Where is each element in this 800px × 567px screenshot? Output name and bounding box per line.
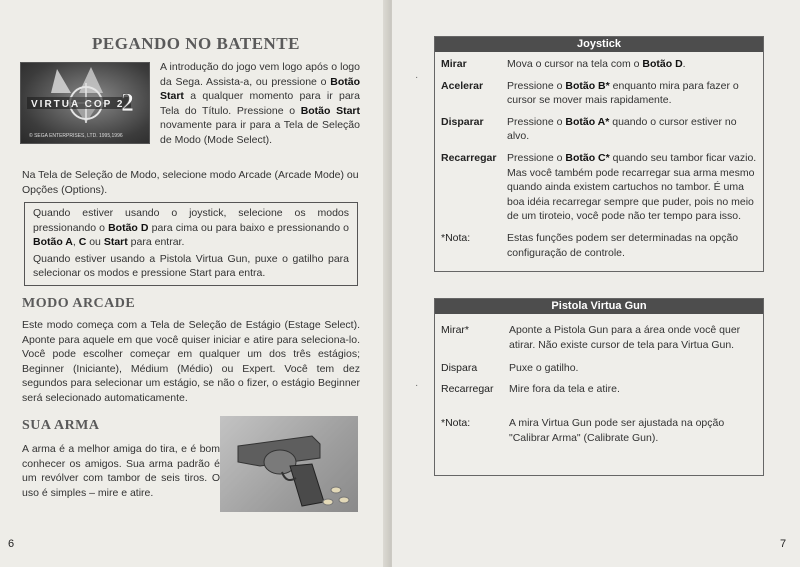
row-label: Recarregar xyxy=(441,151,497,164)
game-logo-image xyxy=(20,62,150,144)
table-row xyxy=(435,231,763,260)
row-description: Mire fora da tela e atire. xyxy=(509,382,620,395)
row-description: Estas funções podem ser determinadas na opção configuração de controle. xyxy=(507,231,739,259)
row-description: Mova o cursor na tela com o Botão D. xyxy=(507,58,686,70)
revolver-icon xyxy=(220,416,358,512)
intro-paragraph: A introdução do jogo vem logo após o logo da Sega. Assista-a, ou pressione o Botão Start a qualquer momento para ir para Tela do Título. Pressione o Botão Start novamente para ir para a Tela de Seleção de Modo (Mode Select). xyxy=(160,61,361,146)
table-row xyxy=(435,323,763,352)
tip-gun-text: Quando estiver usando a Pistola Virtua Gun, puxe o gatilho para selecionar os modos e pressione Start para entra. xyxy=(33,252,349,280)
arcade-paragraph: Este modo começa com a Tela de Seleção de Estágio (Estage Select). Aponte para aquele em que você quiser iniciar e atire para seleciona-lo. Você pode escolher começar em qualquer um dos três estágios; Beginner (Iniciante), Médium (Médio) ou Expert. Você tem dez segundos para selecionar um estágio, se não o fizer, o estágio Beginner será selecionado automaticamente. xyxy=(22,319,360,404)
joystick-controls-table xyxy=(434,36,764,272)
row-label: Acelerar xyxy=(441,79,484,92)
logo-text: VIRTUA COP 2 xyxy=(31,99,125,110)
row-description: Aponte a Pistola Gun para a área onde você quer atirar. Não existe cursor de tela para Virtua Gun. xyxy=(509,324,741,351)
tip-box xyxy=(24,202,358,286)
virtua-gun-controls-table xyxy=(434,298,764,476)
row-label: Mirar* xyxy=(441,324,469,336)
row-description: Pressione o Botão A* quando o cursor estiver no alvo. xyxy=(507,115,737,143)
table-row xyxy=(435,416,763,445)
row-label: Mirar xyxy=(441,58,467,70)
table-row xyxy=(435,79,763,108)
row-label: Recarregar xyxy=(441,382,494,395)
svg-text:2: 2 xyxy=(121,88,134,117)
joystick-table-header: Joystick xyxy=(435,37,763,52)
table-row xyxy=(435,382,763,397)
page-number-right: 7 xyxy=(780,538,787,550)
row-description: Pressione o Botão B* enquanto mira para fazer o cursor se mover mais rapidamente. xyxy=(507,79,739,107)
row-label: *Nota: xyxy=(441,231,471,244)
print-mark: · xyxy=(415,380,419,391)
table-row xyxy=(435,151,763,224)
logo-copyright: © SEGA ENTERPRISES, LTD. 1995,1996 xyxy=(29,133,123,139)
table-row xyxy=(435,361,763,376)
row-description: Puxe o gatilho. xyxy=(509,362,579,375)
section-title-pegando: PEGANDO NO BATENTE xyxy=(92,34,300,53)
right-page xyxy=(392,0,800,567)
arma-paragraph: A arma é a melhor amiga do tira, e é bom conhecer os amigos. Sua arma padrão é um revólver com tambor de seis tiros. O uso é simples – mire e atire. xyxy=(22,443,220,499)
mode-select-paragraph: Na Tela de Seleção de Modo, selecione modo Arcade (Arcade Mode) ou Opções (Options). xyxy=(22,169,359,196)
virtua-cop-logo-icon xyxy=(21,63,150,144)
row-description: Pressione o Botão C* quando seu tambor ficar vazio. Mas você também pode recarregar sua arma mesmo quando ainda existem cartuchos no tambor. É uma boa idéia recarregar sempre que puder, pois no meio de um tiroteio, você pode não ter tempo para isso. xyxy=(507,151,757,223)
table-row xyxy=(435,115,763,144)
revolver-photo xyxy=(220,416,358,512)
section-title-arma: SUA ARMA xyxy=(22,418,100,433)
table-row xyxy=(435,57,763,72)
row-description: A mira Virtua Gun pode ser ajustada na opção "Calibrar Arma" (Calibrate Gun). xyxy=(509,417,725,444)
row-label: Disparar xyxy=(441,115,484,128)
tip-joystick-text: Quando estiver usando o joystick, selecione os modos pressionando o Botão D para cima ou para baixo e pressionando o Botão A, C ou Start para entrar. xyxy=(33,207,350,249)
section-title-arcade: MODO ARCADE xyxy=(22,296,136,311)
print-mark: · xyxy=(415,72,419,83)
gun-table-header: Pistola Virtua Gun xyxy=(435,299,763,314)
page-number-left: 6 xyxy=(8,538,15,550)
left-page xyxy=(0,0,392,567)
row-label: Dispara xyxy=(441,362,478,375)
row-label: *Nota: xyxy=(441,417,471,430)
